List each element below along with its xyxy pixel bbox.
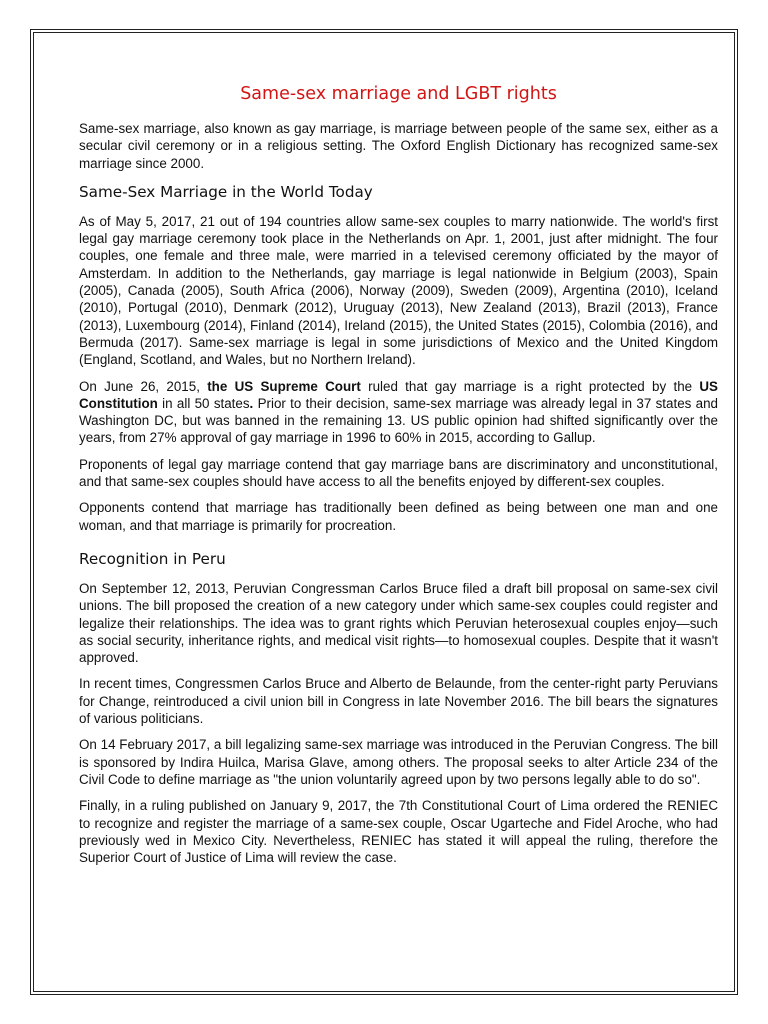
- bold-period: .: [249, 395, 254, 411]
- text-run: Prior to their decision, same-sex marriage was already legal in 37 states and Washington DC, but was banned in the remaining 13. US public opinion had shifted significantly over the years, from 27% approval of gay marriage in 1996 to 60% in 2015, according to Gallup.: [79, 395, 718, 446]
- peru-paragraph-1: On September 12, 2013, Peruvian Congressman Carlos Bruce filed a draft bill proposal on same-sex civil unions. The bill proposed the creation of a new category under which same-sex couples could register and legalize their relationships. The idea was to grant rights which Peruvian heterosexual couples enjoy—such as social security, inheritance rights, and medical visit rights—to homosexual couples. Despite that it wasn't approved.: [79, 580, 718, 666]
- world-paragraph-2: [79, 378, 718, 447]
- text-run: in all 50 states: [157, 395, 250, 411]
- intro-paragraph: Same-sex marriage, also known as gay marriage, is marriage between people of the same sex, either as a secular civil ceremony or in a religious setting. The Oxford English Dictionary has recognized same-sex marriage since 2000.: [79, 121, 718, 171]
- section-heading-world: Same-Sex Marriage in the World Today: [79, 182, 373, 201]
- text-run: On June 26, 2015,: [79, 378, 208, 394]
- text-run: ruled that gay marriage is a right protected by the: [360, 378, 700, 394]
- bold-text-constitution: US Constitution: [79, 378, 718, 411]
- document-title: Same-sex marriage and LGBT rights: [240, 84, 557, 104]
- peru-paragraph-3: On 14 February 2017, a bill legalizing same-sex marriage was introduced in the Peruvian Congress. The bill is sponsored by Indira Huilca, Marisa Glave, among others. The proposal seeks to alter Article 234 of the Civil Code to define marriage as "the union voluntarily agreed upon by two persons legally able to do so".: [79, 737, 718, 787]
- bold-text-supreme-court: the US Supreme Court: [207, 378, 361, 394]
- world-paragraph-4: Opponents contend that marriage has traditionally been defined as being between one man and one woman, and that marriage is primarily for procreation.: [79, 500, 718, 533]
- peru-paragraph-4: Finally, in a ruling published on January 9, 2017, the 7th Constitutional Court of Lima ordered the RENIEC to recognize and register the marriage of a same-sex couple, Oscar Ugarteche and Fidel Aroche, who had previously wed in Mexico City. Nevertheless, RENIEC has stated it will appeal the ruling, therefore the Superior Court of Justice of Lima will review the case.: [79, 798, 718, 866]
- world-paragraph-3: Proponents of legal gay marriage contend that gay marriage bans are discriminatory and unconstitutional, and that same-sex couples should have access to all the benefits enjoyed by different-sex couples.: [79, 456, 718, 490]
- peru-paragraph-2: In recent times, Congressmen Carlos Bruce and Alberto de Belaunde, from the center-right party Peruvians for Change, reintroduced a civil union bill in Congress in late November 2016. The bill bears the signatures of various politicians.: [79, 676, 718, 727]
- world-paragraph-1: As of May 5, 2017, 21 out of 194 countries allow same-sex couples to marry nationwide. The world's first legal gay marriage ceremony took place in the Netherlands on Apr. 1, 2001, just after midnight. The four couples, one female and three male, were married in a televised ceremony officiated by the mayor of Amsterdam. In addition to the Netherlands, gay marriage is legal nationwide in Belgium (2003), Spain (2005), Canada (2005), South Africa (2006), Norway (2009), Sweden (2009), Argentina (2010), Iceland (2010), Portugal (2010), Denmark (2012), Uruguay (2013), New Zealand (2013), Brazil (2013), France (2013), Luxembourg (2014), Finland (2014), Ireland (2015), the United States (2015), Colombia (2016), and Bermuda (2017). Same-sex marriage is legal in some jurisdictions of Mexico and the United Kingdom (England, Scotland, and Wales, but no Northern Ireland).: [79, 213, 718, 368]
- document-body: [79, 82, 718, 875]
- section-heading-peru: Recognition in Peru: [79, 549, 226, 568]
